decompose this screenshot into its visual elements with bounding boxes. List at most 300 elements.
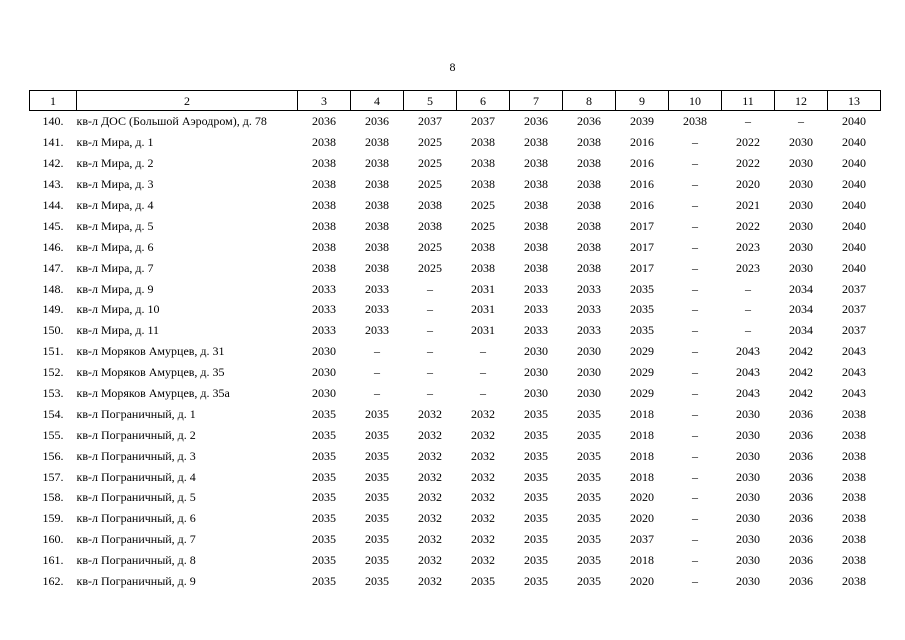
cell-col-10: – (692, 156, 698, 171)
cell-col-3: 2038 (312, 218, 336, 233)
cell-col-11: 2020 (736, 177, 760, 192)
row-address: кв-л Мира, д. 7 (76, 260, 154, 275)
cell-col-4: 2035 (365, 553, 389, 568)
cell-col-8: 2030 (577, 365, 601, 380)
row-number: 140. (42, 114, 64, 129)
schedule-table (29, 90, 881, 591)
row-number: 157. (42, 469, 64, 484)
cell-col-8: 2033 (577, 323, 601, 338)
cell-col-12: 2030 (789, 218, 813, 233)
row-address: кв-л Пограничный, д. 9 (76, 574, 196, 589)
cell-col-11: 2043 (736, 386, 760, 401)
row-address: кв-л Мира, д. 5 (76, 218, 154, 233)
cell-col-9: 2029 (630, 365, 654, 380)
cell-col-5: 2032 (418, 406, 442, 421)
cell-col-7: 2036 (524, 114, 548, 129)
cell-col-8: 2035 (577, 574, 601, 589)
cell-col-6: – (480, 344, 486, 359)
cell-col-4: 2033 (365, 302, 389, 317)
cell-col-3: 2030 (312, 344, 336, 359)
cell-col-6: – (480, 386, 486, 401)
cell-col-5: – (427, 323, 433, 338)
cell-col-11: – (745, 302, 751, 317)
cell-col-4: 2038 (365, 260, 389, 275)
cell-col-11: – (745, 281, 751, 296)
table-row (30, 215, 881, 236)
cell-col-13: 2040 (842, 239, 866, 254)
cell-col-11: 2030 (736, 448, 760, 463)
cell-col-7: 2038 (524, 156, 548, 171)
table-row (30, 508, 881, 529)
cell-col-6: 2035 (471, 574, 495, 589)
cell-col-9: 2018 (630, 427, 654, 442)
cell-col-6: 2038 (471, 260, 495, 275)
row-number: 155. (42, 427, 64, 442)
table-row (30, 320, 881, 341)
cell-col-7: 2038 (524, 177, 548, 192)
cell-col-7: 2033 (524, 323, 548, 338)
cell-col-13: 2038 (842, 574, 866, 589)
cell-col-12: 2036 (789, 427, 813, 442)
cell-col-3: 2038 (312, 156, 336, 171)
cell-col-8: 2035 (577, 406, 601, 421)
cell-col-13: 2043 (842, 365, 866, 380)
cell-col-9: 2016 (630, 177, 654, 192)
table-row (30, 445, 881, 466)
cell-col-6: 2025 (471, 198, 495, 212)
row-address: кв-л Моряков Амурцев, д. 35а (76, 386, 230, 401)
cell-col-6: 2031 (471, 323, 495, 338)
cell-col-11: 2030 (736, 406, 760, 421)
cell-col-10: – (692, 218, 698, 233)
cell-col-4: 2033 (365, 323, 389, 338)
cell-col-11: 2030 (736, 490, 760, 505)
cell-col-13: 2040 (842, 218, 866, 233)
cell-col-12: 2030 (789, 156, 813, 171)
cell-col-7: 2035 (524, 427, 548, 442)
cell-col-3: 2035 (312, 469, 336, 484)
cell-col-10: – (692, 177, 698, 192)
cell-col-5: – (427, 365, 433, 380)
cell-col-9: 2018 (630, 469, 654, 484)
cell-col-8: 2033 (577, 302, 601, 317)
cell-col-11: 2022 (736, 135, 760, 150)
cell-col-12: 2036 (789, 532, 813, 547)
row-number: 147. (42, 260, 64, 275)
cell-col-5: – (427, 281, 433, 296)
row-number: 148. (42, 281, 64, 296)
cell-col-12: 2030 (789, 198, 813, 212)
cell-col-6: 2032 (471, 427, 495, 442)
cell-col-7: 2038 (524, 260, 548, 275)
row-address: кв-л Пограничный, д. 2 (76, 427, 196, 442)
column-header-10: 10 (669, 91, 722, 111)
cell-col-3: 2038 (312, 260, 336, 275)
cell-col-6: 2032 (471, 469, 495, 484)
table-row (30, 278, 881, 299)
cell-col-12: 2042 (789, 365, 813, 380)
cell-col-11: 2030 (736, 532, 760, 547)
cell-col-3: 2035 (312, 574, 336, 589)
cell-col-10: – (692, 532, 698, 547)
cell-col-10: – (692, 511, 698, 526)
row-address: кв-л Пограничный, д. 1 (76, 406, 196, 421)
cell-col-8: 2038 (577, 239, 601, 254)
cell-col-4: 2035 (365, 427, 389, 442)
cell-col-9: 2016 (630, 135, 654, 150)
table-row (30, 487, 881, 508)
cell-col-7: 2035 (524, 511, 548, 526)
cell-col-11: 2030 (736, 574, 760, 589)
cell-col-5: 2032 (418, 448, 442, 463)
cell-col-8: 2035 (577, 532, 601, 547)
cell-col-4: 2035 (365, 406, 389, 421)
table-row (30, 257, 881, 278)
cell-col-4: 2035 (365, 490, 389, 505)
cell-col-9: 2017 (630, 239, 654, 254)
cell-col-8: 2030 (577, 344, 601, 359)
table-row (30, 299, 881, 320)
cell-col-8: 2036 (577, 114, 601, 129)
row-address: кв-л Мира, д. 1 (76, 135, 154, 150)
table-row (30, 236, 881, 257)
table-row (30, 111, 881, 132)
cell-col-6: 2032 (471, 511, 495, 526)
cell-col-10: – (692, 553, 698, 568)
cell-col-8: 2035 (577, 511, 601, 526)
cell-col-3: 2035 (312, 532, 336, 547)
cell-col-4: 2038 (365, 198, 389, 212)
cell-col-13: 2040 (842, 260, 866, 275)
cell-col-11: 2030 (736, 469, 760, 484)
cell-col-10: – (692, 406, 698, 421)
cell-col-5: – (427, 344, 433, 359)
row-number: 142. (42, 156, 64, 171)
cell-col-4: 2038 (365, 156, 389, 171)
row-number: 158. (42, 490, 64, 505)
cell-col-10: – (692, 198, 698, 212)
cell-col-12: 2030 (789, 177, 813, 192)
row-number: 145. (42, 218, 64, 233)
cell-col-9: 2020 (630, 511, 654, 526)
row-address: кв-л Мира, д. 3 (76, 177, 154, 192)
cell-col-8: 2038 (577, 260, 601, 275)
cell-col-12: – (798, 114, 804, 129)
cell-col-13: 2038 (842, 427, 866, 442)
cell-col-6: 2038 (471, 239, 495, 254)
cell-col-5: 2032 (418, 532, 442, 547)
cell-col-6: 2031 (471, 281, 495, 296)
cell-col-6: 2032 (471, 490, 495, 505)
cell-col-7: 2033 (524, 281, 548, 296)
cell-col-7: 2035 (524, 574, 548, 589)
column-header-11: 11 (722, 91, 775, 111)
table-row (30, 383, 881, 404)
cell-col-11: – (745, 323, 751, 338)
column-header-7: 7 (510, 91, 563, 111)
cell-col-3: 2035 (312, 511, 336, 526)
cell-col-4: 2036 (365, 114, 389, 129)
table-row (30, 529, 881, 550)
cell-col-6: 2037 (471, 114, 495, 129)
cell-col-10: – (692, 260, 698, 275)
row-address: кв-л Пограничный, д. 7 (76, 532, 196, 547)
cell-col-12: 2034 (789, 302, 813, 317)
cell-col-7: 2035 (524, 532, 548, 547)
row-address: кв-л Моряков Амурцев, д. 35 (76, 365, 225, 380)
cell-col-7: 2038 (524, 239, 548, 254)
cell-col-11: – (745, 114, 751, 129)
cell-col-5: 2025 (418, 239, 442, 254)
cell-col-5: 2025 (418, 177, 442, 192)
cell-col-8: 2038 (577, 198, 601, 212)
cell-col-9: 2017 (630, 260, 654, 275)
column-header-2: 2 (77, 91, 298, 111)
row-number: 150. (42, 323, 64, 338)
cell-col-5: 2032 (418, 427, 442, 442)
cell-col-7: 2038 (524, 135, 548, 150)
cell-col-10: – (692, 302, 698, 317)
cell-col-6: 2025 (471, 218, 495, 233)
cell-col-12: 2034 (789, 323, 813, 338)
cell-col-3: 2038 (312, 198, 336, 212)
cell-col-6: – (480, 365, 486, 380)
cell-col-9: 2035 (630, 281, 654, 296)
cell-col-12: 2036 (789, 574, 813, 589)
cell-col-12: 2034 (789, 281, 813, 296)
cell-col-4: 2035 (365, 469, 389, 484)
cell-col-7: 2038 (524, 218, 548, 233)
cell-col-12: 2036 (789, 448, 813, 463)
cell-col-4: – (374, 365, 380, 380)
cell-col-5: 2032 (418, 511, 442, 526)
table-row (30, 571, 881, 592)
cell-col-5: 2025 (418, 260, 442, 275)
row-number: 162. (42, 574, 64, 589)
table-row (30, 403, 881, 424)
cell-col-11: 2022 (736, 218, 760, 233)
row-address: кв-л Мира, д. 10 (76, 302, 160, 317)
row-address: кв-л ДОС (Большой Аэродром), д. 78 (76, 114, 267, 129)
cell-col-9: 2016 (630, 156, 654, 171)
cell-col-6: 2032 (471, 406, 495, 421)
table-row (30, 362, 881, 383)
cell-col-11: 2023 (736, 239, 760, 254)
cell-col-13: 2043 (842, 386, 866, 401)
cell-col-4: 2035 (365, 574, 389, 589)
row-address: кв-л Пограничный, д. 3 (76, 448, 196, 463)
cell-col-4: 2038 (365, 177, 389, 192)
cell-col-12: 2036 (789, 469, 813, 484)
column-header-12: 12 (775, 91, 828, 111)
cell-col-5: 2037 (418, 114, 442, 129)
cell-col-9: 2029 (630, 386, 654, 401)
column-header-8: 8 (563, 91, 616, 111)
row-number: 154. (42, 406, 64, 421)
cell-col-3: 2035 (312, 427, 336, 442)
cell-col-5: 2032 (418, 490, 442, 505)
cell-col-8: 2038 (577, 177, 601, 192)
cell-col-5: 2038 (418, 218, 442, 233)
cell-col-10: – (692, 574, 698, 589)
row-address: кв-л Пограничный, д. 5 (76, 490, 196, 505)
cell-col-5: 2025 (418, 135, 442, 150)
cell-col-7: 2035 (524, 553, 548, 568)
cell-col-11: 2023 (736, 260, 760, 275)
cell-col-7: 2035 (524, 406, 548, 421)
cell-col-6: 2031 (471, 302, 495, 317)
column-header-13: 13 (828, 91, 881, 111)
cell-col-4: 2033 (365, 281, 389, 296)
column-header-4: 4 (351, 91, 404, 111)
cell-col-3: 2036 (312, 114, 336, 129)
cell-col-4: – (374, 386, 380, 401)
cell-col-6: 2032 (471, 448, 495, 463)
cell-col-8: 2035 (577, 448, 601, 463)
cell-col-11: 2030 (736, 511, 760, 526)
cell-col-8: 2035 (577, 490, 601, 505)
cell-col-7: 2030 (524, 365, 548, 380)
cell-col-9: 2029 (630, 344, 654, 359)
cell-col-7: 2035 (524, 469, 548, 484)
row-address: кв-л Мира, д. 4 (76, 198, 154, 212)
cell-col-10: – (692, 490, 698, 505)
cell-col-10: – (692, 386, 698, 401)
cell-col-7: 2035 (524, 490, 548, 505)
table-row (30, 153, 881, 174)
cell-col-9: 2018 (630, 406, 654, 421)
cell-col-3: 2030 (312, 386, 336, 401)
cell-col-4: 2035 (365, 448, 389, 463)
row-number: 151. (42, 344, 64, 359)
cell-col-9: 2035 (630, 302, 654, 317)
cell-col-3: 2033 (312, 302, 336, 317)
column-header-9: 9 (616, 91, 669, 111)
cell-col-4: 2035 (365, 532, 389, 547)
cell-col-9: 2039 (630, 114, 654, 129)
cell-col-7: 2030 (524, 386, 548, 401)
cell-col-13: 2038 (842, 448, 866, 463)
cell-col-12: 2042 (789, 344, 813, 359)
cell-col-5: 2032 (418, 553, 442, 568)
row-address: кв-л Мира, д. 11 (76, 323, 160, 338)
cell-col-12: 2036 (789, 553, 813, 568)
cell-col-13: 2043 (842, 344, 866, 359)
row-number: 161. (42, 553, 64, 568)
cell-col-7: 2033 (524, 302, 548, 317)
cell-col-8: 2035 (577, 427, 601, 442)
cell-col-4: 2038 (365, 135, 389, 150)
cell-col-3: 2035 (312, 553, 336, 568)
cell-col-13: 2040 (842, 177, 866, 192)
cell-col-10: – (692, 365, 698, 380)
cell-col-9: 2016 (630, 198, 654, 212)
cell-col-6: 2032 (471, 532, 495, 547)
cell-col-12: 2030 (789, 135, 813, 150)
row-address: кв-л Мира, д. 9 (76, 281, 154, 296)
cell-col-13: 2038 (842, 511, 866, 526)
cell-col-13: 2037 (842, 323, 866, 338)
cell-col-8: 2038 (577, 135, 601, 150)
cell-col-5: 2032 (418, 574, 442, 589)
cell-col-4: 2038 (365, 239, 389, 254)
cell-col-13: 2040 (842, 156, 866, 171)
cell-col-3: 2035 (312, 406, 336, 421)
cell-col-9: 2020 (630, 574, 654, 589)
cell-col-9: 2017 (630, 218, 654, 233)
cell-col-10: – (692, 281, 698, 296)
table-body (30, 111, 881, 592)
row-number: 156. (42, 448, 64, 463)
cell-col-10: – (692, 469, 698, 484)
cell-col-7: 2035 (524, 448, 548, 463)
cell-col-5: – (427, 302, 433, 317)
table-row (30, 132, 881, 153)
cell-col-13: 2038 (842, 490, 866, 505)
cell-col-12: 2030 (789, 239, 813, 254)
row-number: 143. (42, 177, 64, 192)
cell-col-10: 2038 (683, 114, 707, 129)
row-number: 153. (42, 386, 64, 401)
cell-col-8: 2035 (577, 553, 601, 568)
cell-col-11: 2021 (736, 198, 760, 212)
cell-col-11: 2043 (736, 365, 760, 380)
row-address: кв-л Мира, д. 6 (76, 239, 154, 254)
table-row (30, 466, 881, 487)
cell-col-12: 2030 (789, 260, 813, 275)
cell-col-10: – (692, 448, 698, 463)
column-header-3: 3 (298, 91, 351, 111)
cell-col-11: 2030 (736, 427, 760, 442)
cell-col-8: 2035 (577, 469, 601, 484)
page-number: 8 (449, 60, 456, 74)
row-number: 152. (42, 365, 64, 380)
cell-col-5: – (427, 386, 433, 401)
cell-col-3: 2038 (312, 177, 336, 192)
cell-col-13: 2038 (842, 532, 866, 547)
cell-col-11: 2022 (736, 156, 760, 171)
cell-col-12: 2036 (789, 511, 813, 526)
cell-col-3: 2033 (312, 323, 336, 338)
cell-col-10: – (692, 135, 698, 150)
cell-col-6: 2038 (471, 177, 495, 192)
cell-col-11: 2030 (736, 553, 760, 568)
cell-col-6: 2038 (471, 135, 495, 150)
cell-col-13: 2037 (842, 302, 866, 317)
cell-col-11: 2043 (736, 344, 760, 359)
cell-col-3: 2033 (312, 281, 336, 296)
cell-col-3: 2030 (312, 365, 336, 380)
cell-col-10: – (692, 427, 698, 442)
cell-col-9: 2020 (630, 490, 654, 505)
cell-col-8: 2038 (577, 156, 601, 171)
cell-col-13: 2038 (842, 406, 866, 421)
column-header-5: 5 (404, 91, 457, 111)
cell-col-10: – (692, 323, 698, 338)
cell-col-10: – (692, 239, 698, 254)
cell-col-6: 2032 (471, 553, 495, 568)
table-row (30, 424, 881, 445)
cell-col-9: 2037 (630, 532, 654, 547)
cell-col-3: 2038 (312, 135, 336, 150)
row-address: кв-л Пограничный, д. 6 (76, 511, 196, 526)
row-number: 146. (42, 239, 64, 254)
table-row (30, 174, 881, 195)
row-number: 144. (42, 198, 64, 212)
cell-col-13: 2037 (842, 281, 866, 296)
cell-col-5: 2038 (418, 198, 442, 212)
cell-col-8: 2038 (577, 218, 601, 233)
